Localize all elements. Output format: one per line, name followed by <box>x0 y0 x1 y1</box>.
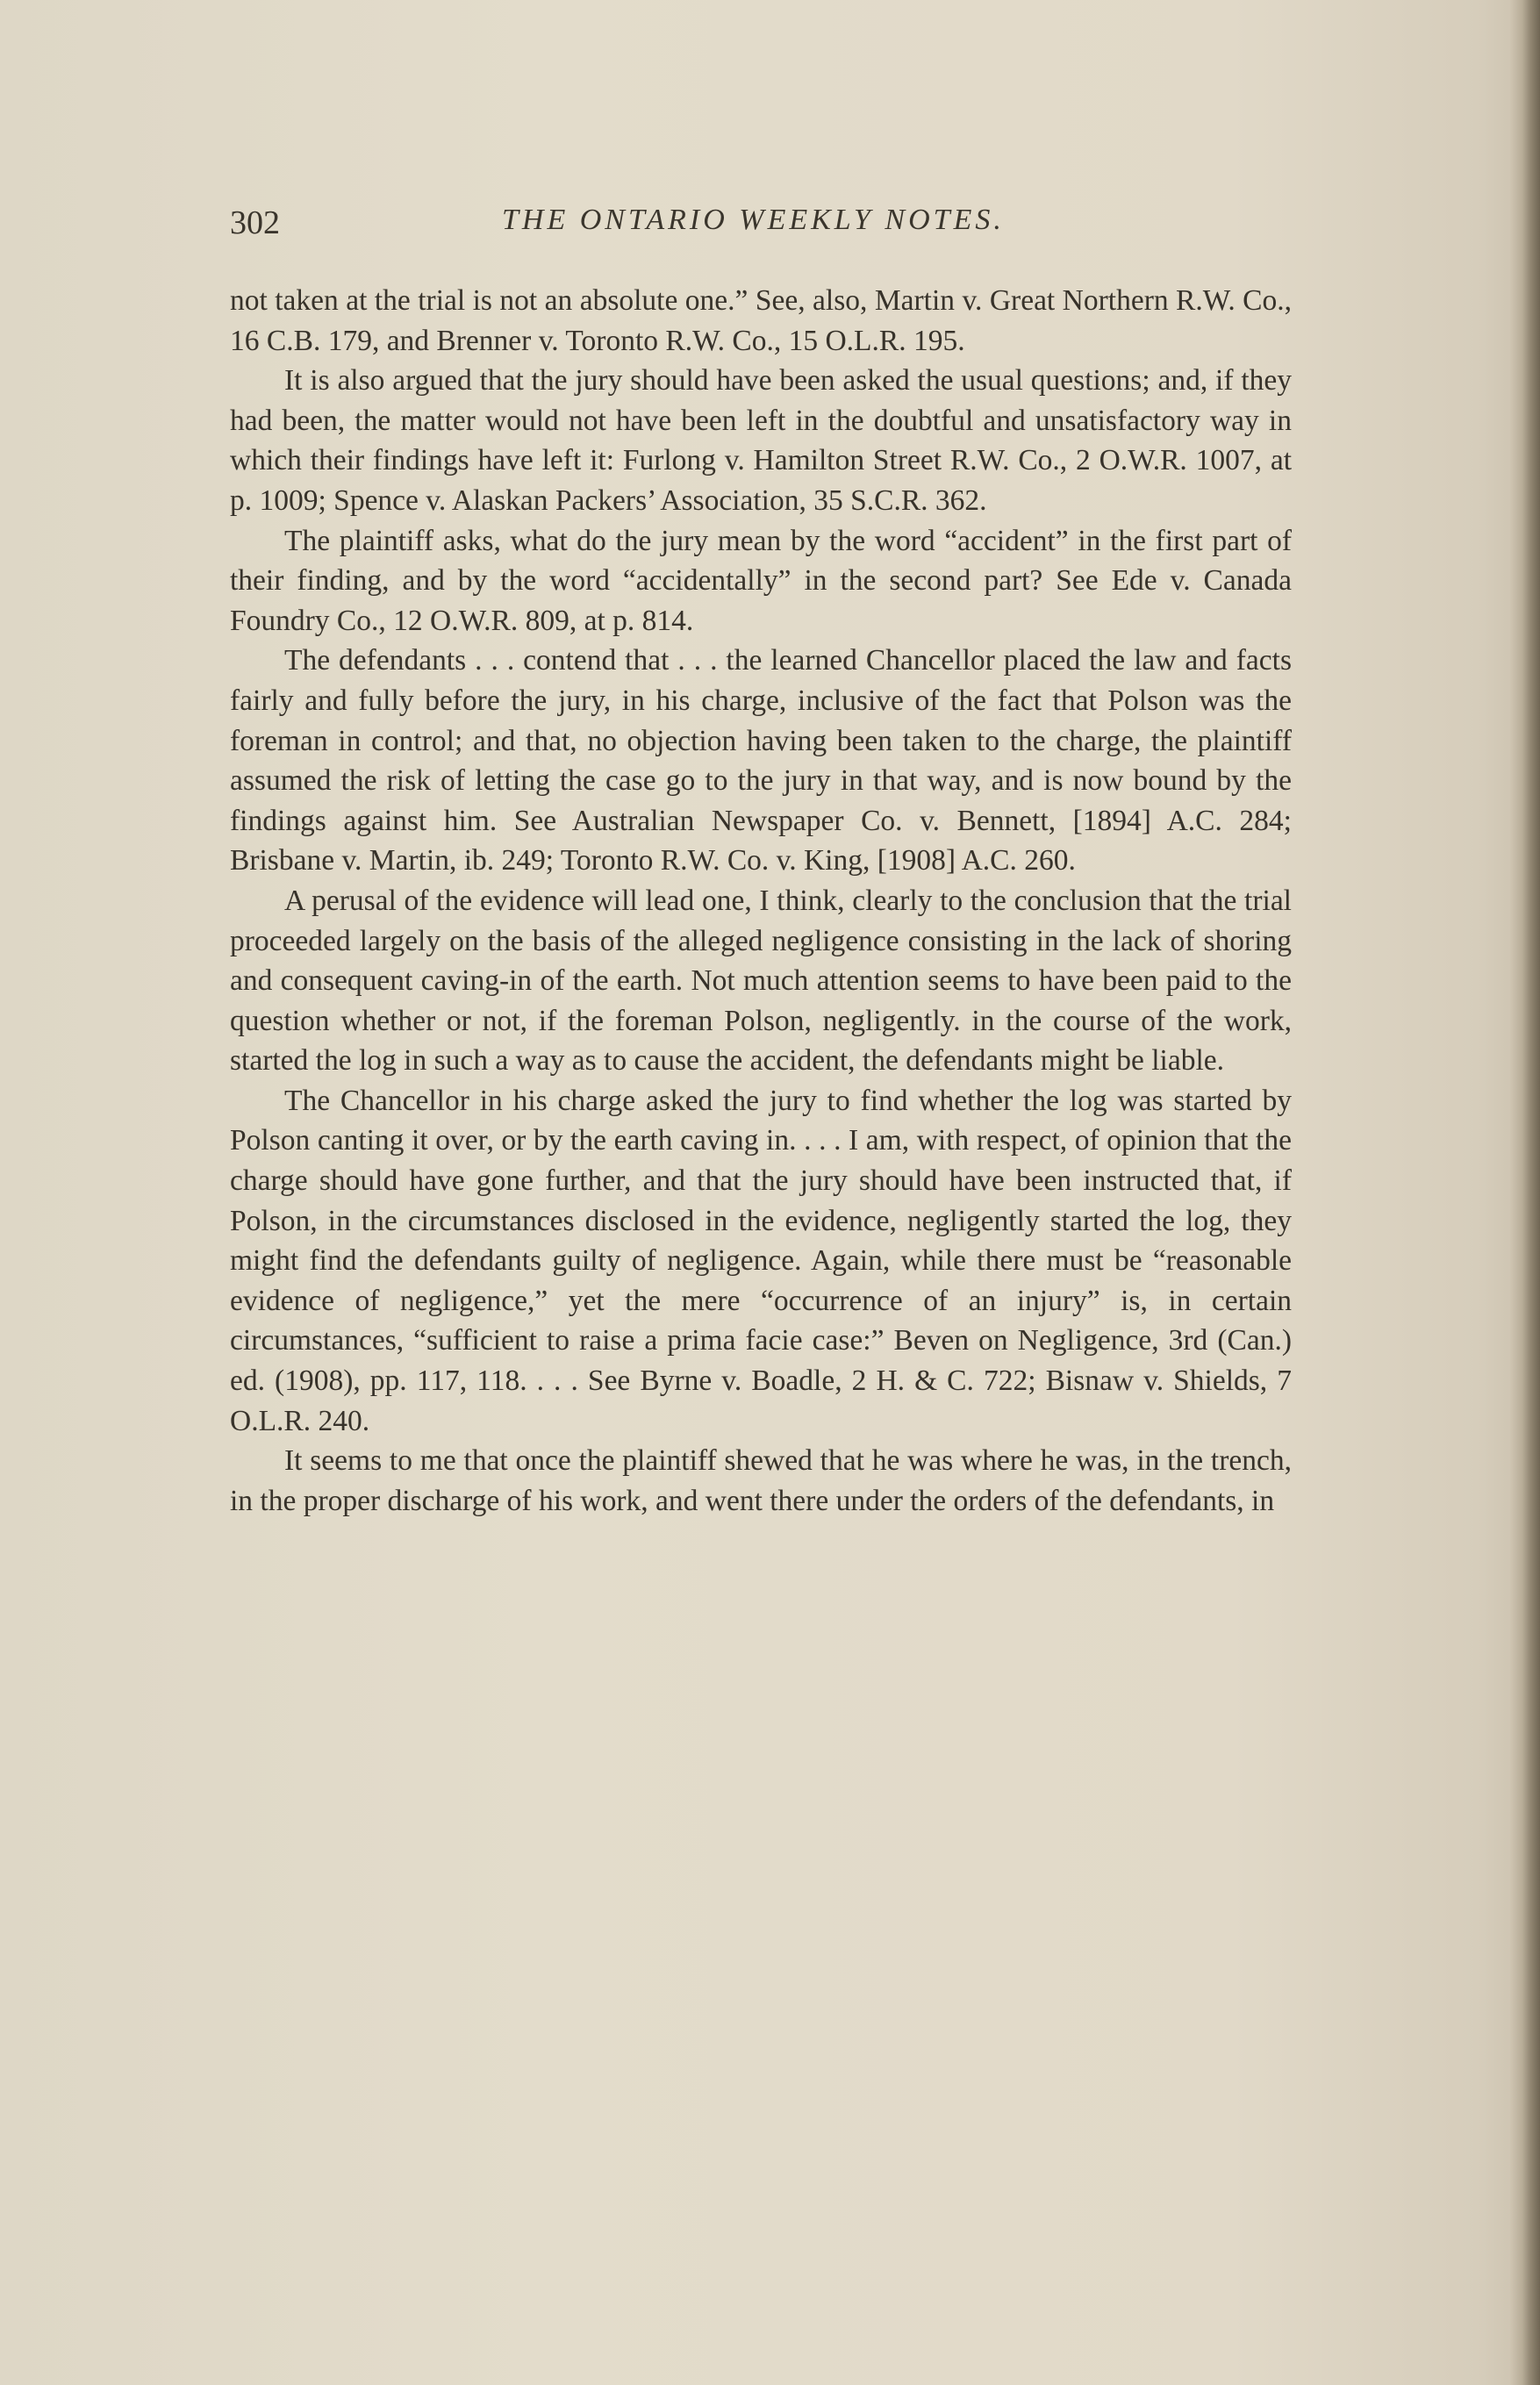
paragraph: The defendants . . . contend that . . . the learned Chancellor placed the law and facts fairly and fully before the jury, in his charge, inclusive of the fact that Polson was the foreman in control; and that, no objection having been taken to the charge, the plaintiff assumed the risk of letting the case go to the jury in that way, and is now bound by the findings against him. See Australian Newspaper Co. v. Bennett, [1894] A.C. 284; Brisbane v. Martin, ib. 249; Toronto R.W. Co. v. King, [1908] A.C. 260. <box>230 644 1292 877</box>
paragraph: The plaintiff asks, what do the jury mean by the word “accident” in the first part of their finding, and by the word “accidentally” in the second part? See Ede v. Canada Foundry Co., 12 O.W.R. 809, at p. 814. <box>230 524 1292 637</box>
body-text <box>230 281 1292 1521</box>
page-edge-shadow <box>1510 0 1540 2385</box>
paragraph: not taken at the trial is not an absolute one.” See, also, Martin v. Great Northern R.W. Co., 16 C.B. 179, and Brenner v. Toronto R.W. Co., 15 O.L.R. 195. <box>230 284 1292 357</box>
paragraph: A perusal of the evidence will lead one, I think, clearly to the conclusion that the trial proceeded largely on the basis of the alleged negligence consisting in the lack of shoring and consequent caving-in of the earth. Not much attention seems to have been paid to the question whether or not, if the foreman Polson, negligently. in the course of the work, started the log in such a way as to cause the accident, the defendants might be liable. <box>230 884 1292 1078</box>
page-number: 302 <box>230 204 280 241</box>
running-title: THE ONTARIO WEEKLY NOTES. <box>502 204 1005 236</box>
page-header <box>230 202 1292 254</box>
paragraph: It seems to me that once the plaintiff shewed that he was where he was, in the trench, in the proper discharge of his work, and went there under the orders of the defendants, in <box>230 1444 1292 1517</box>
paragraph: It is also argued that the jury should have been asked the usual questions; and, if they had been, the matter would not have been left in the doubtful and unsatisfactory way in which their findings have left it: Furlong v. Hamilton Street R.W. Co., 2 O.W.R. 1007, at p. 1009; Spence v. Alaskan Packers’ Association, 35 S.C.R. 362. <box>230 364 1292 517</box>
paragraph: The Chancellor in his charge asked the jury to find whether the log was started by Polson canting it over, or by the earth caving in. . . . I am, with respect, of opinion that the charge should have gone further, and that the jury should have been instructed that, if Polson, in the circumstances disclosed in the evidence, negligently started the log, they might find the defendants guilty of negligence. Again, while there must be “reasonable evidence of negligence,” yet the mere “occurrence of an injury” is, in certain circumstances, “sufficient to raise a prima facie case:” Beven on Negligence, 3rd (Can.) ed. (1908), pp. 117, 118. . . . See Byrne v. Boadle, 2 H. & C. 722; Bisnaw v. Shields, 7 O.L.R. 240. <box>230 1084 1292 1437</box>
